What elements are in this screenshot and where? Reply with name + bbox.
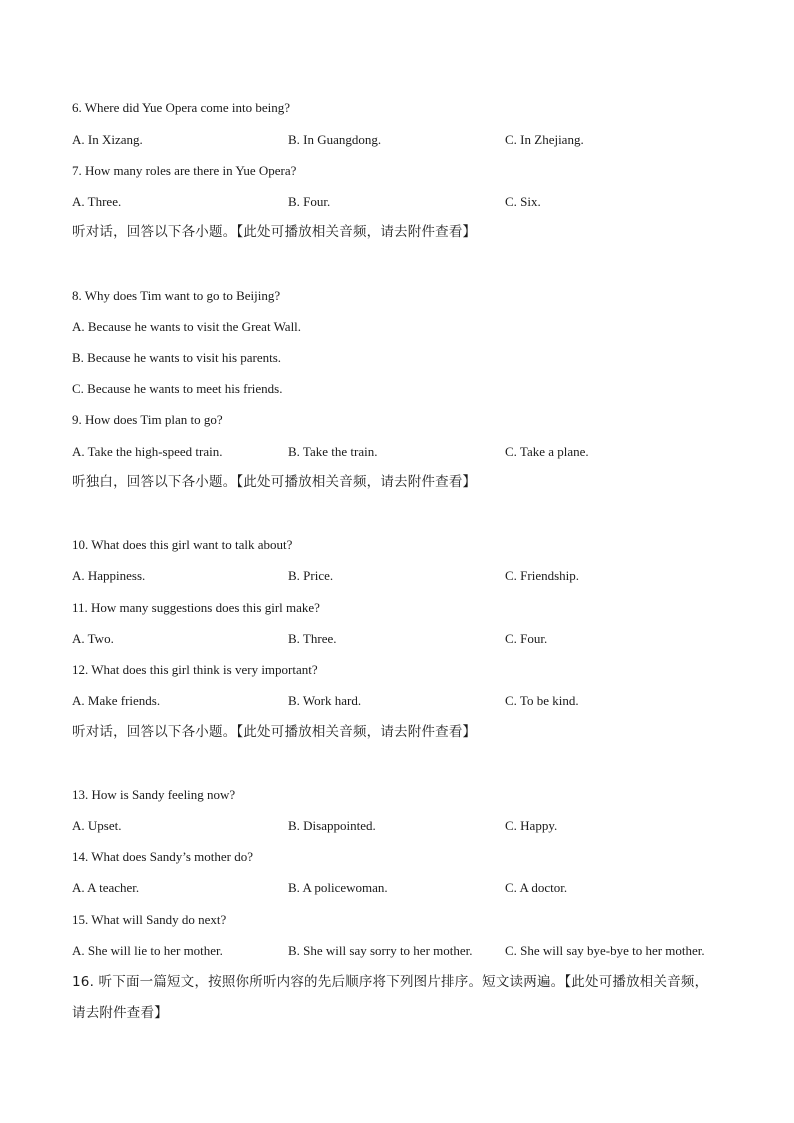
question-12: 12. What does this girl think is very important?	[72, 662, 318, 677]
option-a: A. Upset.	[72, 818, 122, 833]
option-b: B. Take the train.	[288, 444, 378, 459]
option-c: C. Four.	[505, 631, 548, 646]
options-row-10	[72, 568, 732, 584]
question-10: 10. What does this girl want to talk about?	[72, 537, 293, 552]
question-14: 14. What does Sandy’s mother do?	[72, 849, 254, 864]
question-15: 15. What will Sandy do next?	[72, 912, 227, 927]
option-a: A. A teacher.	[72, 880, 140, 895]
option-b: B. Three.	[288, 631, 337, 646]
option-a: A. Make friends.	[72, 693, 161, 708]
question-16-continued: 请去附件查看】	[72, 1005, 168, 1021]
option-b: B. In Guangdong.	[288, 132, 382, 147]
options-row-11	[72, 631, 732, 647]
option-b: B. Price.	[288, 568, 334, 583]
option-c: C. Friendship.	[505, 568, 580, 583]
question-11: 11. How many suggestions does this girl make?	[72, 600, 320, 615]
options-row-14	[72, 880, 732, 896]
option-c: C. Six.	[505, 194, 541, 209]
question-6: 6. Where did Yue Opera come into being?	[72, 100, 291, 115]
option-c: C. To be kind.	[505, 693, 579, 708]
option-a: A. In Xizang.	[72, 132, 143, 147]
listening-instruction: 听独白，回答以下各小题。【此处可播放相关音频，请去附件查看】	[72, 474, 477, 490]
option-a: A. Take the high-speed train.	[72, 444, 223, 459]
option-b: B. Work hard.	[288, 693, 362, 708]
option-b: B. Disappointed.	[288, 818, 376, 833]
options-row-7	[72, 194, 732, 210]
option-a: A. She will lie to her mother.	[72, 943, 223, 958]
options-row-12	[72, 693, 732, 709]
option-c: C. A doctor.	[505, 880, 568, 895]
option-b: B. She will say sorry to her mother.	[288, 943, 473, 958]
options-row-15	[72, 943, 732, 959]
question-7: 7. How many roles are there in Yue Opera?	[72, 163, 297, 178]
option-c: C. In Zhejiang.	[505, 132, 584, 147]
listening-instruction: 听对话，回答以下各小题。【此处可播放相关音频，请去附件查看】	[72, 224, 477, 240]
option-b: B. Four.	[288, 194, 331, 209]
question-8-option-b: B. Because he wants to visit his parents.	[72, 350, 282, 365]
option-c: C. Take a plane.	[505, 444, 589, 459]
question-8: 8. Why does Tim want to go to Beijing?	[72, 288, 281, 303]
question-13: 13. How is Sandy feeling now?	[72, 787, 236, 802]
option-c: C. Happy.	[505, 818, 558, 833]
option-a: A. Three.	[72, 194, 122, 209]
option-b: B. A policewoman.	[288, 880, 388, 895]
question-8-option-c: C. Because he wants to meet his friends.	[72, 381, 283, 396]
question-8-option-a: A. Because he wants to visit the Great Wall.	[72, 319, 302, 334]
option-c: C. She will say bye-bye to her mother.	[505, 943, 705, 958]
options-row-9	[72, 444, 732, 460]
question-9: 9. How does Tim plan to go?	[72, 412, 223, 427]
question-16: 16. 听下面一篇短文，按照你所听内容的先后顺序将下列图片排序。短文读两遍。【此处可播放相关音频，	[72, 974, 709, 990]
listening-instruction: 听对话，回答以下各小题。【此处可播放相关音频，请去附件查看】	[72, 724, 477, 740]
options-row-6	[72, 132, 732, 148]
options-row-13	[72, 818, 732, 834]
option-a: A. Two.	[72, 631, 114, 646]
option-a: A. Happiness.	[72, 568, 146, 583]
